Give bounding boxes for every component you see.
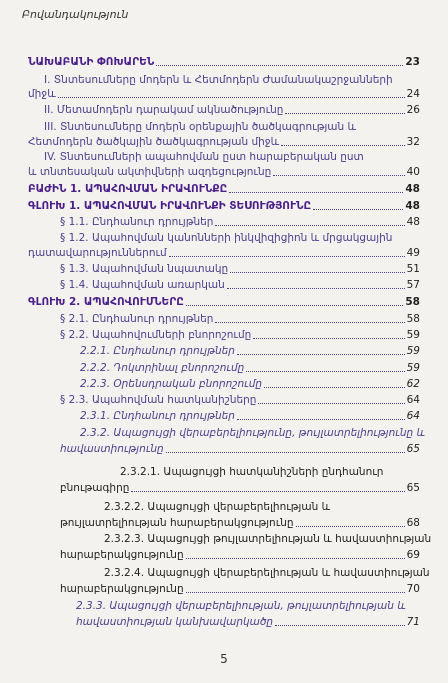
toc-entry-text-continued: դատավարություններում <box>28 247 167 259</box>
toc-entry-text: § 1.2. Ապահովման կանոնների ինկվիզիցիոն և մրցակցային <box>60 232 393 244</box>
toc-page-number: 59 <box>406 329 420 341</box>
toc-entry[interactable] <box>28 166 420 179</box>
dot-leader <box>230 272 404 273</box>
toc-entry[interactable] <box>60 263 420 276</box>
toc-page-number: 58 <box>405 296 420 308</box>
toc-entry[interactable] <box>60 443 420 456</box>
toc-page-number: 23 <box>405 56 420 68</box>
toc-entry[interactable] <box>28 200 420 213</box>
toc-entry-text: ԳԼՈՒԽ 2. ԱՊԱՀՈՎՈՒՄՆԵՐԸ <box>28 296 184 308</box>
toc-page-number: 51 <box>406 263 420 275</box>
dot-leader <box>237 419 405 420</box>
dot-leader <box>237 354 405 355</box>
dot-leader <box>296 526 405 527</box>
dot-leader <box>229 192 403 193</box>
toc-page-number: 48 <box>405 183 420 195</box>
toc-entry-text-continued: հարաբերակցությունը <box>60 583 184 595</box>
toc-entry-text-continued: և տնտեսական ակտիվների ազդեցությունը <box>28 166 272 178</box>
toc-entry[interactable] <box>44 104 420 117</box>
toc-page-number: 59 <box>406 345 420 357</box>
toc-entry-text: § 1.4. Ապահովման առարկան <box>60 279 225 291</box>
toc-page-number: 69 <box>406 549 420 561</box>
toc-page-number: 49 <box>406 247 420 259</box>
toc-entry[interactable] <box>60 394 420 407</box>
toc-entry[interactable] <box>60 279 420 292</box>
toc-entry[interactable] <box>28 296 420 309</box>
toc-entry[interactable] <box>60 583 420 596</box>
toc-entry[interactable] <box>60 549 420 562</box>
toc-entry[interactable] <box>28 56 420 69</box>
toc-page-number: 64 <box>406 410 420 422</box>
toc-entry-text: 2.2.2. Դոկտրինալ բնորոշումը <box>80 362 245 374</box>
toc-entry-text-continued: միջև <box>28 88 56 100</box>
toc-entry[interactable] <box>28 183 420 196</box>
dot-leader <box>313 209 403 210</box>
toc-page-number: 65 <box>406 443 420 455</box>
toc-entry-text: 2.3.2.4. Ապացույցի վերաբերելիության և հավաստիության <box>104 567 430 579</box>
toc-page-number: 58 <box>406 313 420 325</box>
toc-entry-text: I. Տնտեսումները մոդերն և Հետմոդերն Ժամանակաշրջանների <box>44 74 393 86</box>
toc-entry-text: § 1.3. Ապահովման նպատակը <box>60 263 229 275</box>
dot-leader <box>227 288 405 289</box>
dot-leader <box>166 452 405 453</box>
toc-entry[interactable] <box>60 313 420 326</box>
toc-entry[interactable] <box>60 517 420 530</box>
toc-entry-text-continued: հավաստիության կանխավարկածը <box>76 616 274 628</box>
toc-entry-text: II. Մետամոդերն դարակամ ակնածությունը <box>44 104 284 116</box>
toc-entry-text: 2.3.2.1. Ապացույցի հատկանիշների ընդհանուր <box>120 466 384 478</box>
toc-entry-text: 2.2.3. Օրենսդրական բնորոշումը <box>80 378 263 390</box>
dot-leader <box>131 491 404 492</box>
toc-entry-text-continued: Հետմոդերն ծածկային ծածկագրության միջև <box>28 136 280 148</box>
dot-leader <box>281 145 404 146</box>
toc-page-number: 24 <box>406 88 420 100</box>
dot-leader <box>253 338 404 339</box>
toc-entry-text-continued: հարաբերակցությունը <box>60 549 184 561</box>
dot-leader <box>156 65 403 66</box>
toc-page-number: 26 <box>406 104 420 116</box>
toc-entry[interactable] <box>28 88 420 101</box>
toc-entry[interactable] <box>28 247 420 260</box>
page-number: 5 <box>220 652 228 666</box>
toc-entry[interactable] <box>28 136 420 149</box>
dot-leader <box>186 558 405 559</box>
dot-leader <box>273 175 404 176</box>
toc-page-number: 68 <box>406 517 420 529</box>
toc-entry[interactable] <box>80 362 420 375</box>
dot-leader <box>285 113 404 114</box>
running-header: Բովանդակություն <box>22 8 129 21</box>
toc-page-number: 62 <box>406 378 420 390</box>
dot-leader <box>186 305 404 306</box>
toc-entry[interactable] <box>80 410 420 423</box>
toc-page-number: 65 <box>406 482 420 494</box>
toc-entry-text: 2.3.1. Ընդհանուր դրույթներ <box>80 410 235 422</box>
toc-entry-text: 2.3.3. Ապացույցի վերաբերելիության, թույլատրելիության և <box>76 600 406 612</box>
toc-entry-text: § 2.3. Ապահովման հատկանիշները <box>60 394 257 406</box>
toc-entry[interactable] <box>60 329 420 342</box>
dot-leader <box>215 322 404 323</box>
toc-entry-text: § 1.1. Ընդհանուր դրույթներ <box>60 216 214 228</box>
toc-entry-text: ՆԱԽԱԲԱՆԻ ՓՈԽԱՐԵՆ <box>28 56 155 68</box>
toc-entry[interactable] <box>80 345 420 358</box>
dot-leader <box>258 403 404 404</box>
toc-page-number: 40 <box>406 166 420 178</box>
dot-leader <box>186 592 405 593</box>
toc-page-number: 57 <box>406 279 420 291</box>
toc-entry-text: § 2.1. Ընդհանուր դրույթներ <box>60 313 214 325</box>
toc-entry-text: 2.3.2.2. Ապացույցի վերաբերելիության և <box>104 501 331 513</box>
toc-entry[interactable] <box>76 616 420 629</box>
toc-entry-text-continued: հավաստիությունը <box>60 443 164 455</box>
toc-page-number: 71 <box>406 616 420 628</box>
dot-leader <box>215 225 404 226</box>
dot-leader <box>275 625 405 626</box>
toc-entry-text-continued: բնութագիրը <box>60 482 130 494</box>
dot-leader <box>58 97 405 98</box>
dot-leader <box>246 371 404 372</box>
toc-entry-text: 2.3.2.3. Ապացույցի թույլատրելիության և հավաստիության <box>104 533 432 545</box>
toc-entry-text: IV. Տնտեսումների ապահովման ըստ հարաբերական ըստ <box>44 151 364 163</box>
toc-entry-text-continued: թույլատրելիության հարաբերակցությունը <box>60 517 294 529</box>
toc-page-number: 70 <box>406 583 420 595</box>
toc-entry-text: III. Տնտեսումները մոդերն օրենքային ծածկագրության և <box>44 121 357 133</box>
toc-entry[interactable] <box>60 216 420 229</box>
toc-page-number: 48 <box>405 200 420 212</box>
toc-entry-text: § 2.2. Ապահովումների բնորոշումը <box>60 329 252 341</box>
toc-page-number: 32 <box>406 136 420 148</box>
toc-entry[interactable] <box>60 482 420 495</box>
dot-leader <box>264 387 405 388</box>
toc-entry-text: ԲԱԺԻՆ 1. ԱՊԱՀՈՎՄԱՆ ԻՐԱՎՈՒՆՔԸ <box>28 183 228 195</box>
toc-page-number: 64 <box>406 394 420 406</box>
toc-entry-text: 2.2.1. Ընդհանուր դրույթներ <box>80 345 235 357</box>
toc-page-number: 59 <box>406 362 420 374</box>
toc-entry[interactable] <box>80 378 420 391</box>
toc-entry-text: 2.3.2. Ապացույցի վերաբերելիությունը, թույլատրելիությունը և <box>80 427 426 439</box>
dot-leader <box>169 256 405 257</box>
toc-page-number: 48 <box>406 216 420 228</box>
toc-entry-text: ԳԼՈՒԽ 1. ԱՊԱՀՈՎՄԱՆ ԻՐԱՎՈՒՆՔԻ ՏԵՍՈՒԹՅՈՒՆԸ <box>28 200 312 212</box>
